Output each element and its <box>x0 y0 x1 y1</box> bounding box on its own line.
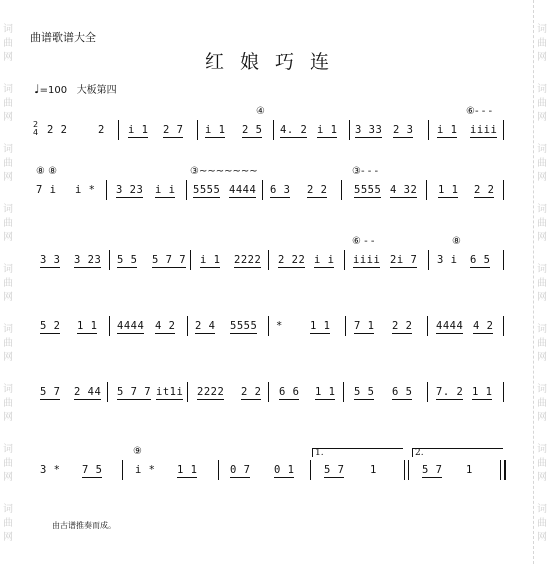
note-group: 1 1 <box>310 320 331 332</box>
tempo-marking <box>34 81 117 96</box>
watermark-char: 词 <box>3 24 13 35</box>
watermark-char: 网 <box>537 172 547 183</box>
watermark-char: 词 <box>3 504 13 515</box>
barline <box>190 250 191 270</box>
note-group: 2 2 <box>47 124 68 136</box>
note-group: i i <box>155 184 176 196</box>
watermark-char: 曲 <box>537 38 547 49</box>
note-group: 1 1 <box>472 386 493 398</box>
note-group: 5 7 7 <box>152 254 187 266</box>
note-group: 2 2 <box>307 184 328 196</box>
staff-row <box>0 236 550 280</box>
barline <box>122 460 123 480</box>
watermark-char: 词 <box>3 204 13 215</box>
section-marker: ⑥- - - <box>466 106 493 117</box>
note-group: 6 6 <box>279 386 300 398</box>
watermark-char: 词 <box>537 384 547 395</box>
watermark-char: 曲 <box>537 458 547 469</box>
barline <box>268 316 269 336</box>
note-group: 5555 <box>230 320 258 332</box>
note-group: 5555 <box>193 184 221 196</box>
barline <box>503 316 504 336</box>
tempo-text: 大板第四 <box>76 85 117 96</box>
section-marker: ③~~~~~~~ <box>190 166 258 177</box>
quarter-note-icon: ♩ <box>34 82 40 96</box>
note-group: iiii <box>470 124 498 136</box>
note-group: 5 7 7 <box>117 386 152 398</box>
watermark-char: 词 <box>537 144 547 155</box>
watermark-char: 词 <box>3 324 13 335</box>
watermark-char: 曲 <box>537 218 547 229</box>
note-group: i 1 <box>200 254 221 266</box>
watermark-char: 网 <box>3 172 13 183</box>
barline <box>187 316 188 336</box>
watermark-char: 词 <box>537 264 547 275</box>
section-marker: ⑥ - - <box>352 236 375 247</box>
note-group: 2 7 <box>163 124 184 136</box>
note-group: 7 1 <box>354 320 375 332</box>
note-group: iiii <box>353 254 381 266</box>
note-group: i * <box>135 464 156 476</box>
note-group: 3 33 <box>355 124 383 136</box>
watermark-char: 曲 <box>537 98 547 109</box>
barline <box>186 180 187 200</box>
barline <box>218 460 219 480</box>
barline <box>344 250 345 270</box>
barline <box>408 460 409 480</box>
note-group: 2 5 <box>242 124 263 136</box>
time-signature-bottom: 4 <box>33 128 39 137</box>
note-group: 3 23 <box>74 254 102 266</box>
watermark-char: 网 <box>3 232 13 243</box>
note-group: 5 7 <box>324 464 345 476</box>
watermark-char: 词 <box>537 84 547 95</box>
barline <box>106 180 107 200</box>
note-group: 5 7 <box>40 386 61 398</box>
watermark-char: 网 <box>537 232 547 243</box>
note-group: 5555 <box>354 184 382 196</box>
note-group: 4. 2 <box>280 124 308 136</box>
note-group: 1 1 <box>177 464 198 476</box>
note-group: 2 22 <box>278 254 306 266</box>
watermark-char: 网 <box>3 532 13 543</box>
watermark-char: 曲 <box>537 338 547 349</box>
site-name: 曲谱歌谱大全 <box>30 31 96 44</box>
watermark-char: 网 <box>3 292 13 303</box>
note-group: 1 <box>370 464 377 476</box>
barline <box>109 250 110 270</box>
note-group: i 1 <box>317 124 338 136</box>
time-signature <box>33 121 38 137</box>
watermark-char: 词 <box>3 384 13 395</box>
barline <box>500 460 501 480</box>
watermark-char: 曲 <box>537 398 547 409</box>
note-group: 6 5 <box>392 386 413 398</box>
watermark-char: 曲 <box>3 218 13 229</box>
barline <box>107 382 108 402</box>
note-group: 2i 7 <box>390 254 418 266</box>
note-group: 3 * <box>40 464 61 476</box>
barline <box>118 120 119 140</box>
barline <box>273 120 274 140</box>
barline <box>503 180 504 200</box>
note-group: 5 7 <box>422 464 443 476</box>
staff-row <box>0 446 550 490</box>
barline <box>349 120 350 140</box>
note-group: it1i <box>156 386 184 398</box>
watermark-char: 网 <box>537 532 547 543</box>
barline <box>197 120 198 140</box>
watermark-char: 词 <box>3 84 13 95</box>
note-group: 2 4 <box>195 320 216 332</box>
watermark-char: 网 <box>537 292 547 303</box>
section-marker: ⑧ <box>452 236 461 247</box>
note-group: 4 32 <box>390 184 418 196</box>
watermark-char: 词 <box>3 444 13 455</box>
barline <box>427 382 428 402</box>
barline <box>428 250 429 270</box>
note-group: i i <box>314 254 335 266</box>
staff-row <box>0 306 550 346</box>
watermark-char: 词 <box>537 324 547 335</box>
barline <box>268 250 269 270</box>
watermark-char: 词 <box>3 144 13 155</box>
barline-final <box>504 460 506 480</box>
note-group: 7 i <box>36 184 57 196</box>
note-group: * <box>276 320 283 332</box>
note-group: 2 <box>98 124 105 136</box>
watermark-char: 网 <box>537 112 547 123</box>
time-signature-top: 2 <box>33 120 39 129</box>
note-group: 0 7 <box>230 464 251 476</box>
watermark-char: 词 <box>3 264 13 275</box>
watermark-char: 网 <box>3 352 13 363</box>
section-marker: ⑨ <box>133 446 142 457</box>
section-marker: ④ <box>256 106 265 117</box>
note-group: 5 5 <box>354 386 375 398</box>
watermark-char: 曲 <box>3 458 13 469</box>
note-group: 2222 <box>197 386 225 398</box>
note-group: 7 5 <box>82 464 103 476</box>
barline <box>109 316 110 336</box>
note-group: 1 1 <box>77 320 98 332</box>
note-group: 6 3 <box>270 184 291 196</box>
note-group: 2222 <box>234 254 262 266</box>
note-group: 4444 <box>229 184 257 196</box>
note-group: i * <box>75 184 96 196</box>
barline <box>262 180 263 200</box>
barline <box>503 120 504 140</box>
barline <box>426 180 427 200</box>
watermark-char: 曲 <box>3 158 13 169</box>
watermark-char: 曲 <box>3 518 13 529</box>
note-group: i 1 <box>205 124 226 136</box>
note-group: 3 23 <box>116 184 144 196</box>
note-group: 1 1 <box>315 386 336 398</box>
note-group: 5 2 <box>40 320 61 332</box>
note-group: 2 2 <box>241 386 262 398</box>
watermark-char: 网 <box>537 352 547 363</box>
watermark-char: 词 <box>537 444 547 455</box>
watermark-char: 曲 <box>537 158 547 169</box>
barline <box>427 316 428 336</box>
note-group: 6 5 <box>470 254 491 266</box>
barline <box>503 382 504 402</box>
watermark-char: 词 <box>537 204 547 215</box>
note-group: 7. 2 <box>436 386 464 398</box>
note-group: 4 2 <box>155 320 176 332</box>
barline <box>187 382 188 402</box>
watermark-char: 网 <box>3 112 13 123</box>
note-group: 3 i <box>437 254 458 266</box>
section-marker: ⑧ ⑧ <box>36 166 58 177</box>
note-group: 4 2 <box>473 320 494 332</box>
watermark-char: 网 <box>3 472 13 483</box>
note-group: 2 44 <box>74 386 102 398</box>
watermark-char: 曲 <box>537 278 547 289</box>
note-group: i 1 <box>437 124 458 136</box>
watermark-char: 网 <box>3 52 13 63</box>
watermark-char: 曲 <box>537 518 547 529</box>
watermark-char: 曲 <box>3 398 13 409</box>
staff-row <box>0 106 550 150</box>
note-group: 0 1 <box>274 464 295 476</box>
watermark-char: 曲 <box>3 38 13 49</box>
note-group: 3 3 <box>40 254 61 266</box>
watermark-char: 网 <box>537 412 547 423</box>
note-group: i 1 <box>128 124 149 136</box>
note-group: 4444 <box>436 320 464 332</box>
song-title: 红娘巧连 <box>204 51 345 73</box>
barline <box>310 460 311 480</box>
watermark-char: 网 <box>537 52 547 63</box>
staff-row <box>0 166 550 210</box>
barline <box>428 120 429 140</box>
barline <box>404 460 405 480</box>
note-group: 5 5 <box>117 254 138 266</box>
watermark-char: 曲 <box>3 338 13 349</box>
barline <box>341 180 342 200</box>
volta-first-ending: 1. <box>312 448 403 457</box>
watermark-char: 曲 <box>3 98 13 109</box>
watermark-char: 词 <box>537 24 547 35</box>
watermark-char: 词 <box>537 504 547 515</box>
footer-note: 由古谱推奏而成。 <box>52 521 116 530</box>
volta-second-ending: 2. <box>412 448 503 457</box>
tempo-value: =100 <box>39 85 68 96</box>
watermark-char: 曲 <box>3 278 13 289</box>
barline <box>268 382 269 402</box>
barline <box>503 250 504 270</box>
section-marker: ③- - - <box>352 166 379 177</box>
note-group: 4444 <box>117 320 145 332</box>
note-group: 1 <box>466 464 473 476</box>
note-group: 2 2 <box>392 320 413 332</box>
note-group: 2 3 <box>393 124 414 136</box>
barline <box>343 382 344 402</box>
watermark-char: 网 <box>3 412 13 423</box>
note-group: 2 2 <box>474 184 495 196</box>
watermark-char: 网 <box>537 472 547 483</box>
staff-row <box>0 372 550 412</box>
barline <box>345 316 346 336</box>
note-group: 1 1 <box>438 184 459 196</box>
